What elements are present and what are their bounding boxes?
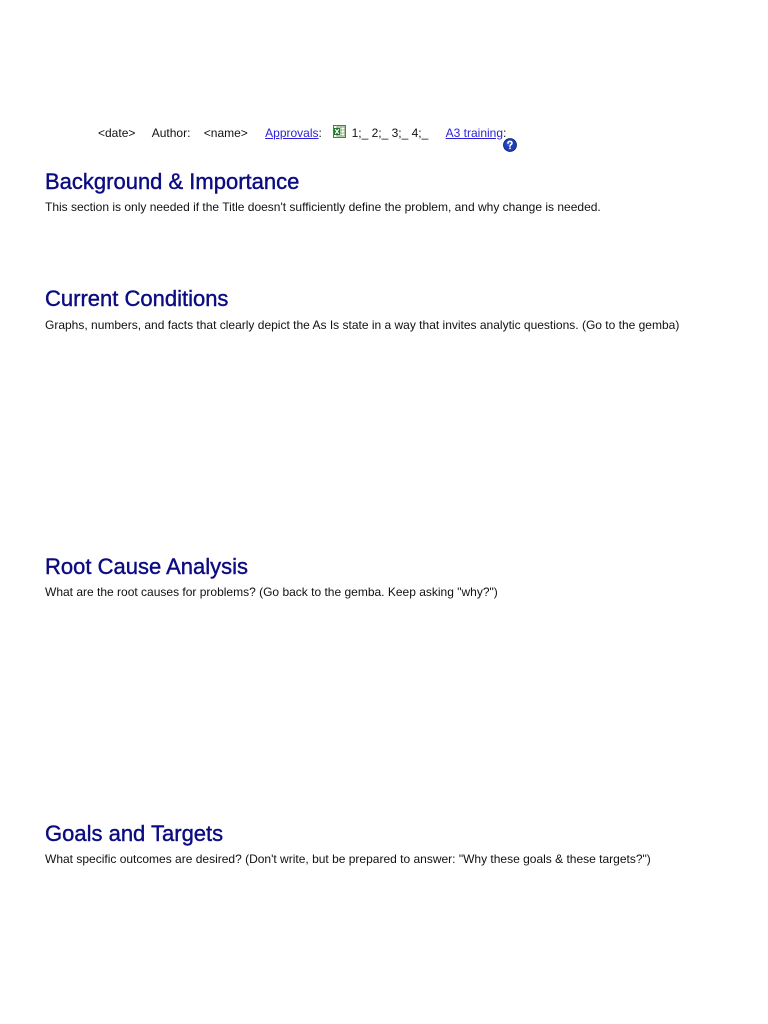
section-desc-root-cause: What are the root causes for problems? (Go back to the gemba. Keep asking "why?") xyxy=(45,585,498,599)
section-desc-goals: What specific outcomes are desired? (Don't write, but be prepared to answer: "Why these goals & these targets?") xyxy=(45,852,651,866)
author-label: Author: xyxy=(151,126,191,140)
author-name: <name> xyxy=(203,126,248,140)
date-placeholder: <date> xyxy=(98,126,136,140)
approvals-colon: : xyxy=(318,126,322,140)
header-row xyxy=(98,125,506,141)
section-title-current-conditions: Current Conditions xyxy=(45,286,229,311)
excel-icon[interactable] xyxy=(333,125,346,138)
help-icon[interactable] xyxy=(503,138,517,152)
section-title-root-cause: Root Cause Analysis xyxy=(45,554,248,579)
section-title-background: Background & Importance xyxy=(45,169,300,194)
approvals-link[interactable]: Approvals xyxy=(265,126,319,140)
training-colon: : xyxy=(503,126,507,140)
section-desc-background: This section is only needed if the Title doesn't sufficiently define the problem, and why change is needed. xyxy=(45,200,601,214)
approval-slots: 1;_ 2;_ 3;_ 4;_ xyxy=(351,126,429,140)
section-desc-current-conditions: Graphs, numbers, and facts that clearly depict the As Is state in a way that invites analytic questions. (Go to the gemba) xyxy=(45,318,680,332)
section-title-goals: Goals and Targets xyxy=(45,821,224,846)
a3-training-link[interactable]: A3 training xyxy=(445,126,504,140)
